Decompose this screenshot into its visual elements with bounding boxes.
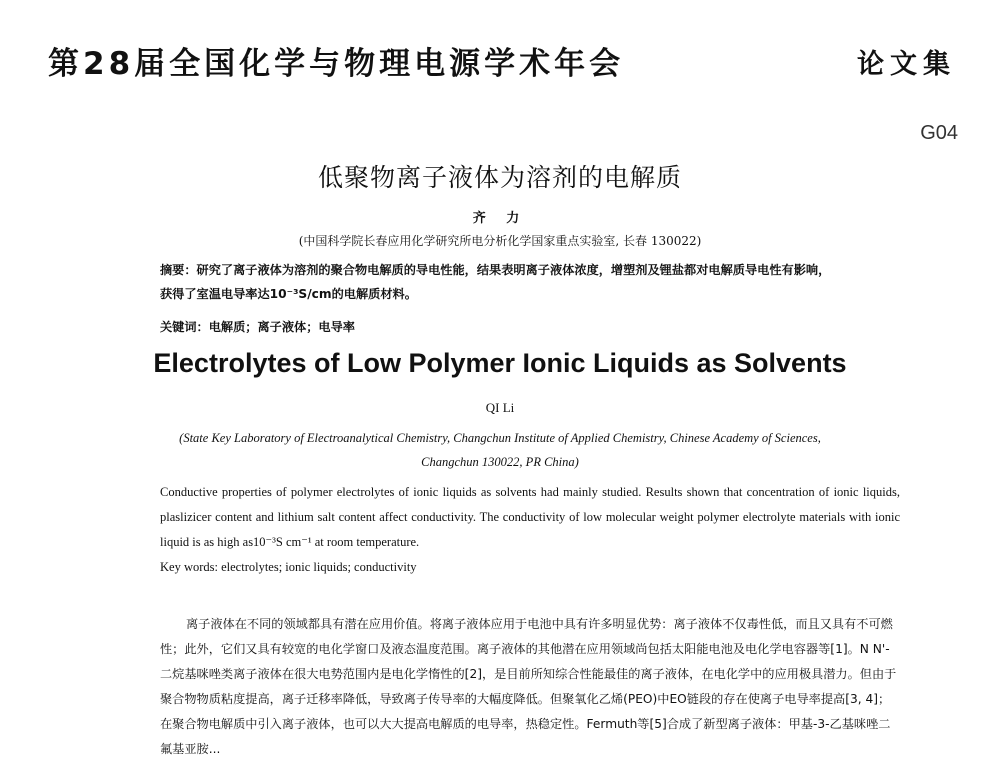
- author-cn: 齐 力: [472, 211, 528, 226]
- body-paragraph: 离子液体在不同的领域都具有潜在应用价值。将离子液体应用于电池中具有许多明显优势：离子液体不仅毒性低，而且又具有不可燃性；此外，它们又具有较宽的电化学窗口及液态温度范围。离子液体的其他潜在应用领域尚包括太阳能电池及电化学电容器等[1]。N N'-二烷基咪唑类离子液体在很大电势范围内是电化学惰性的[2]，是目前所知综合性能最佳的离子液体，在电化学中的应用极具潜力。但由于聚合物物质粘度提高，离子迁移率降低，导致离子传导率的大幅度降低。但聚氧化乙烯(PEO)中EO链段的存在使离子电导率提高[3, 4]；在聚合物电解质中引入离子液体，也可以大大提高电解质的电导率，热稳定性。Fermuth等[5]合成了新型离子液体：甲基-3-乙基咪唑二氟基亚胺...: [160, 617, 897, 756]
- keywords-cn: 关键词：电解质；离子液体；电导率: [160, 320, 355, 334]
- affiliation-cn: (中国科学院长春应用化学研究所电分析化学国家重点实验室, 长春 130022): [298, 234, 702, 248]
- collection-label: 论文集: [857, 49, 956, 80]
- author-en: QI Li: [485, 400, 515, 415]
- affiliation-en: (State Key Laboratory of Electroanalytical Chemistry, Changchun Institute of Applied Chemistry, Chinese Academy of Sciences, Changchun 130022, PR China): [179, 431, 821, 469]
- paper-title-en: Electrolytes of Low Polymer Ionic Liquids as Solvents: [153, 348, 847, 378]
- paper-title-cn: 低聚物离子液体为溶剂的电解质: [317, 163, 682, 192]
- conference-title: 第28届全国化学与物理电源学术年会: [48, 46, 625, 82]
- keywords-en: Key words: electrolytes; ionic liquids; conductivity: [160, 560, 417, 574]
- paper-code: G04: [920, 122, 958, 144]
- abstract-en: Conductive properties of polymer electrolytes of ionic liquids as solvents had mainly studied. Results shown that concentration of ionic liquids, plaslizicer content and lithium salt content affect conductivity. The conductivity of low molecular weight polymer electrolyte materials with ionic liquid is as high as10⁻³S cm⁻¹ at room temperature.: [160, 485, 900, 549]
- abstract-cn: 摘要：研究了离子液体为溶剂的聚合物电解质的导电性能，结果表明离子液体浓度，增塑剂及锂盐都对电解质导电性有影响，获得了室温电导率达10⁻³S/cm的电解质材料。: [160, 263, 831, 301]
